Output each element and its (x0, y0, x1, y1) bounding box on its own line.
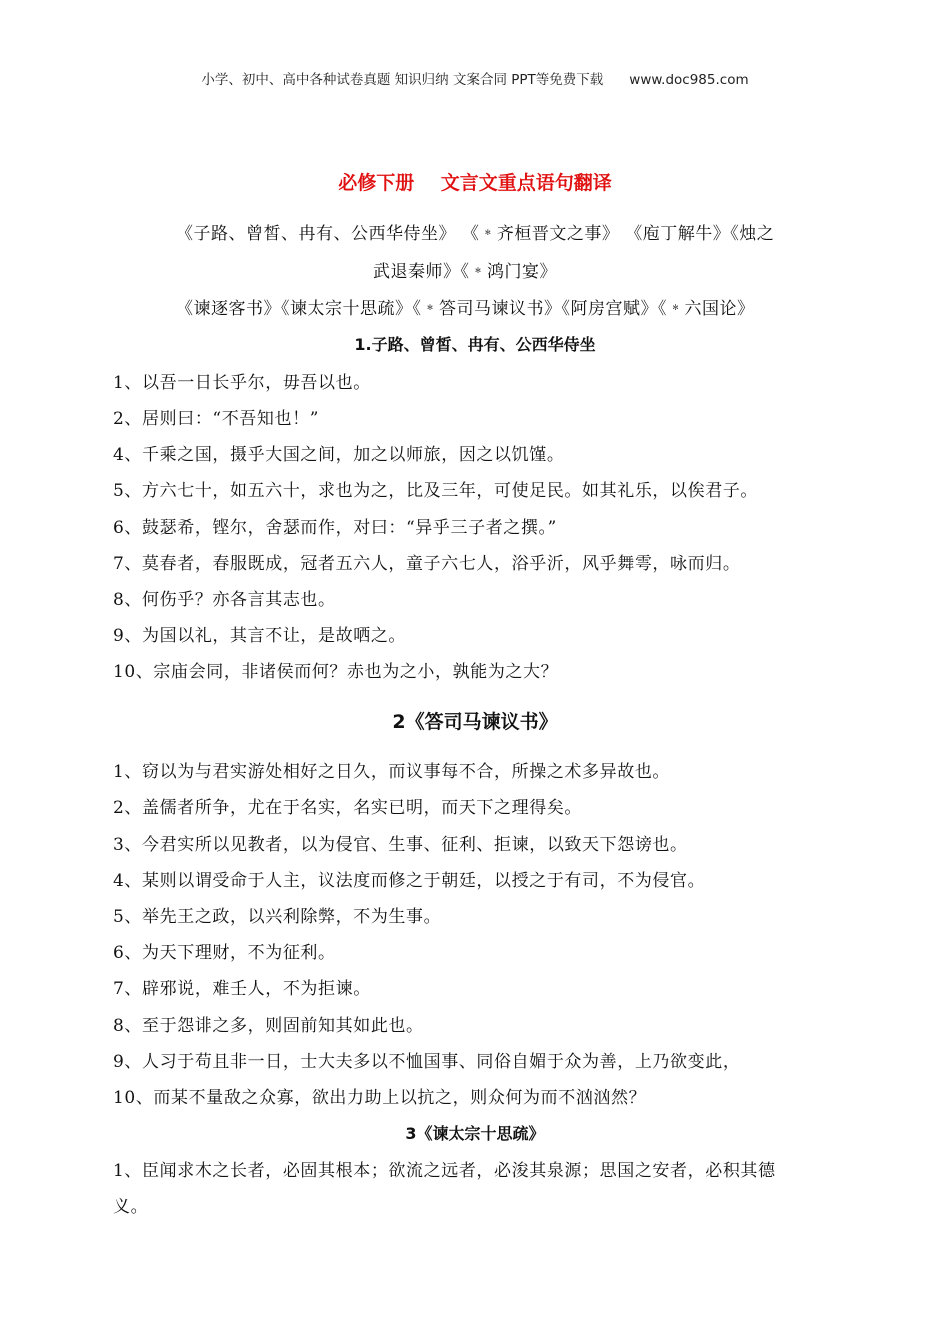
toc-line-1: 《子路、曾皙、冉有、公西华侍坐》 《﹡齐桓晋文之事》 《庖丁解牛》《烛之 (176, 224, 775, 244)
section-1-line: 1、以吾一日长乎尔，毋吾以也。 (113, 373, 371, 393)
header-site-link[interactable]: www.doc985.com (629, 72, 749, 88)
section-3-title: 3《谏太宗十思疏》 (405, 1124, 545, 1143)
section-1-line: 9、为国以礼，其言不让，是故哂之。 (113, 626, 407, 646)
section-1-line: 2、居则曰：“不吾知也！” (113, 409, 319, 429)
section-1-line: 6、鼓瑟希，铿尔，舍瑟而作，对曰：“异乎三子者之撰。” (113, 518, 557, 538)
section-2-line: 2、盖儒者所争，尤在于名实，名实已明，而天下之理得矣。 (113, 798, 583, 818)
section-2-line: 10、而某不量敌之众寡，欲出力助上以抗之，则众何为而不汹汹然？ (113, 1088, 647, 1108)
section-2-line: 6、为天下理财，不为征利。 (113, 943, 336, 963)
section-1-title: 1.子路、曾皙、冉有、公西华侍坐 (354, 335, 596, 354)
section-2-line: 1、窃以为与君实游处相好之日久，而议事每不合，所操之术多异故也。 (113, 762, 671, 782)
toc-line-3: 《谏逐客书》《谏太宗十思疏》《﹡答司马谏议书》《阿房宫赋》《﹡六国论》 (176, 299, 755, 319)
toc-line-2: 武退秦师》《﹡鸿门宴》 (373, 262, 557, 282)
page-header (0, 68, 950, 88)
section-1-line: 8、何伤乎？亦各言其志也。 (113, 590, 336, 610)
section-1-line: 5、方六七十，如五六十，求也为之，比及三年，可使足民。如其礼乐，以俟君子。 (113, 481, 759, 501)
section-1-line: 4、千乘之国，摄乎大国之间，加之以师旅，因之以饥馑。 (113, 445, 565, 465)
section-2-line: 5、举先王之政，以兴利除弊，不为生事。 (113, 907, 442, 927)
section-2-line: 9、人习于苟且非一日，士大夫多以不恤国事、同俗自媚于众为善，上乃欲变此， (113, 1052, 741, 1072)
section-2-line: 8、至于怨诽之多，则固前知其如此也。 (113, 1016, 424, 1036)
section-2-line: 7、辟邪说，难壬人，不为拒谏。 (113, 979, 371, 999)
document-title: 必修下册 文言文重点语句翻译 (338, 172, 612, 194)
section-3-line: 1、臣闻求木之长者，必固其根本；欲流之远者，必浚其泉源；思国之安者，必积其德 (113, 1161, 776, 1181)
section-1-line: 10、宗庙会同，非诸侯而何？赤也为之小，孰能为之大？ (113, 662, 559, 682)
section-2-line: 3、今君实所以见教者，以为侵官、生事、征利、拒谏，以致天下怨谤也。 (113, 835, 688, 855)
section-2-title: 2《答司马谏议书》 (392, 711, 558, 733)
header-text: 小学、初中、高中各种试卷真题 知识归纳 文案合同 PPT等免费下载 (201, 72, 604, 88)
section-2-line: 4、某则以谓受命于人主，议法度而修之于朝廷，以授之于有司，不为侵官。 (113, 871, 706, 891)
section-3-line: 义。 (113, 1197, 149, 1217)
section-1-line: 7、莫春者，春服既成，冠者五六人，童子六七人，浴乎沂，风乎舞雩，咏而归。 (113, 554, 741, 574)
